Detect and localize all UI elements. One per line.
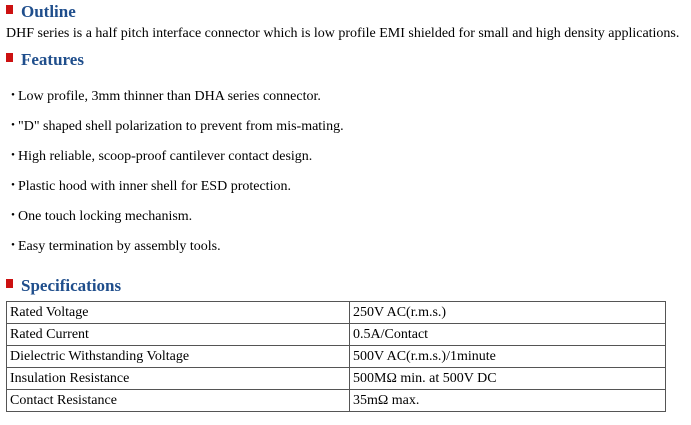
- bullet-icon: ・: [6, 119, 20, 134]
- table-row: [7, 346, 666, 368]
- list-item: ・Low profile, 3mm thinner than DHA series connector.: [6, 89, 321, 104]
- outline-description: DHF series is a half pitch interface connector which is low profile EMI shielded for small and high density applications.: [6, 26, 680, 41]
- red-square-marker-icon: [6, 279, 13, 288]
- bullet-icon: ・: [6, 239, 20, 254]
- specifications-table: [6, 301, 666, 412]
- red-square-marker-icon: [6, 5, 13, 14]
- spec-value: 500MΩ min. at 500V DC: [350, 368, 666, 390]
- specifications-heading: [6, 276, 121, 296]
- spec-value: 35mΩ max.: [350, 390, 666, 412]
- list-item: ・Easy termination by assembly tools.: [6, 239, 221, 254]
- list-item: ・One touch locking mechanism.: [6, 209, 193, 224]
- features-heading: [6, 50, 84, 70]
- outline-heading: [6, 2, 76, 22]
- table-row: [7, 368, 666, 390]
- spec-value: 500V AC(r.m.s.)/1minute: [350, 346, 666, 368]
- spec-value: 250V AC(r.m.s.): [350, 302, 666, 324]
- spec-label: Rated Current: [7, 324, 350, 346]
- table-row: [7, 390, 666, 412]
- list-item: ・Plastic hood with inner shell for ESD protection.: [6, 179, 291, 194]
- specifications-heading-text: Specifications: [21, 276, 122, 295]
- spec-label: Dielectric Withstanding Voltage: [7, 346, 350, 368]
- spec-label: Rated Voltage: [7, 302, 350, 324]
- spec-label: Insulation Resistance: [7, 368, 350, 390]
- red-square-marker-icon: [6, 53, 13, 62]
- features-heading-text: Features: [21, 50, 84, 69]
- bullet-icon: ・: [6, 89, 20, 104]
- spec-label: Contact Resistance: [7, 390, 350, 412]
- bullet-icon: ・: [6, 209, 20, 224]
- bullet-icon: ・: [6, 149, 20, 164]
- outline-heading-text: Outline: [21, 2, 76, 21]
- table-row: [7, 324, 666, 346]
- spec-value: 0.5A/Contact: [350, 324, 666, 346]
- bullet-icon: ・: [6, 179, 20, 194]
- list-item: ・High reliable, scoop-proof cantilever contact design.: [6, 149, 313, 164]
- list-item: ・"D" shaped shell polarization to prevent from mis-mating.: [6, 119, 344, 134]
- features-list: [6, 88, 344, 268]
- table-row: [7, 302, 666, 324]
